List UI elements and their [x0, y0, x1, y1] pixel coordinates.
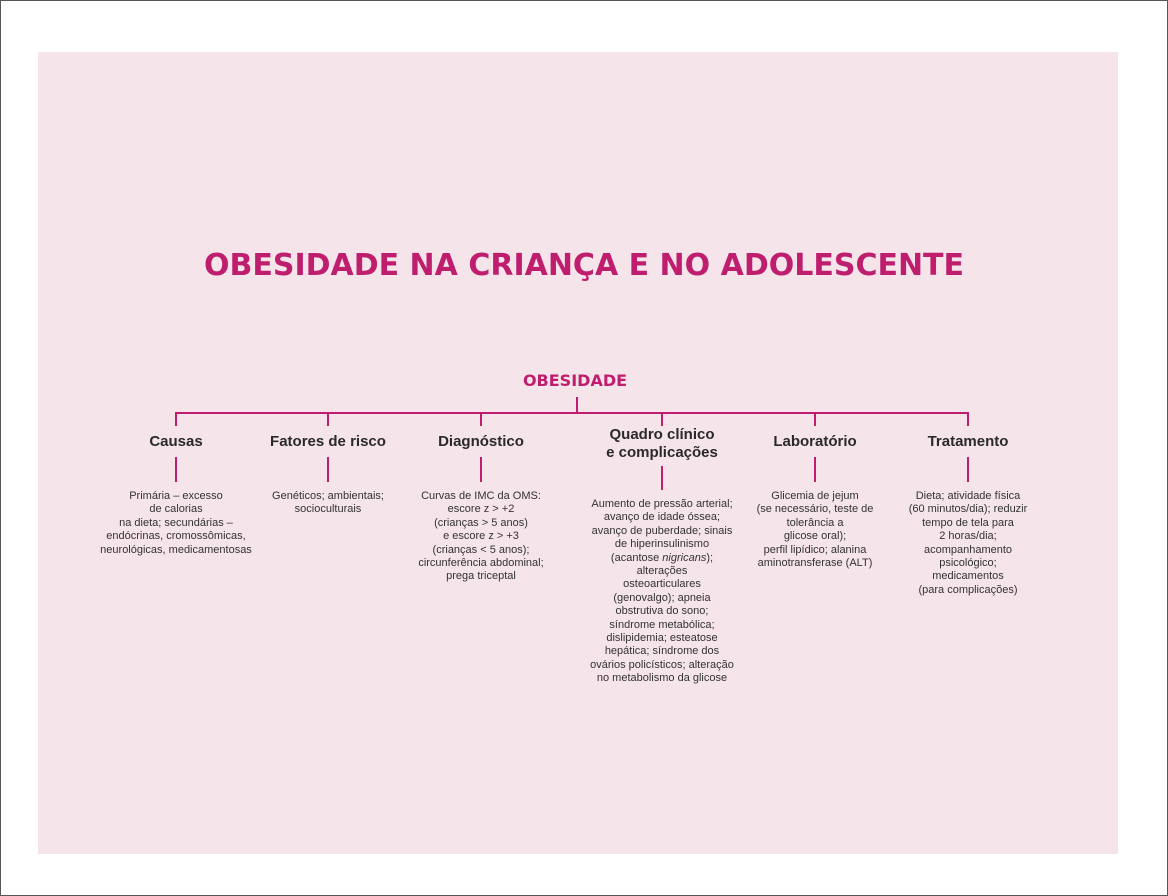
- branch-label-diagnostico: Diagnóstico: [438, 433, 524, 450]
- branch-text-causas: Primária – excesso de calorias na dieta; secundárias – endócrinas, cromossômicas, neurológicas, medicamentosas: [100, 490, 252, 556]
- branch-text-laboratorio: Glicemia de jejum (se necessário, teste de tolerância a glicose oral); perfil lipídico; alanina aminotransferase (ALT): [756, 490, 874, 570]
- branch-text-diagnostico: Curvas de IMC da OMS: escore z > +2 (crianças > 5 anos) e escore z > +3 (crianças < 5 anos); circunferência abdominal; prega triceptal: [418, 490, 544, 583]
- quadro-text-part-1: Aumento de pressão arterial; avanço de idade óssea; avanço de puberdade; sinais de hiperinsulinismo (acantose: [591, 498, 733, 564]
- root-node-label: OBESIDADE: [522, 371, 628, 390]
- branch-text-fatores-de-risco: Genéticos; ambientais; socioculturais: [272, 490, 384, 516]
- quadro-text-part-2: ); alterações osteoarticulares (genovalgo); apneia obstrutiva do sono; síndrome metabólica; dislipidemia; esteatose hepática; síndrome dos ovários policísticos; alteração no metabolismo da glicose: [590, 551, 734, 685]
- branch-text-tratamento: Dieta; atividade física (60 minutos/dia); reduzir tempo de tela para 2 horas/dia; acompanhamento psicológico; medicamentos (para complicações): [908, 490, 1028, 596]
- branch-label-quadro-clinico: Quadro clínico e complicações: [606, 426, 718, 461]
- quadro-text-italic: nigricans: [662, 551, 707, 564]
- branch-label-fatores-de-risco: Fatores de risco: [270, 433, 386, 450]
- diagram-title: OBESIDADE NA CRIANÇA E NO ADOLESCENTE: [203, 248, 965, 283]
- branch-label-laboratorio: Laboratório: [773, 433, 857, 450]
- branch-label-causas: Causas: [149, 433, 203, 450]
- branch-text-quadro-clinico: [572, 498, 752, 686]
- branch-label-tratamento: Tratamento: [927, 433, 1009, 450]
